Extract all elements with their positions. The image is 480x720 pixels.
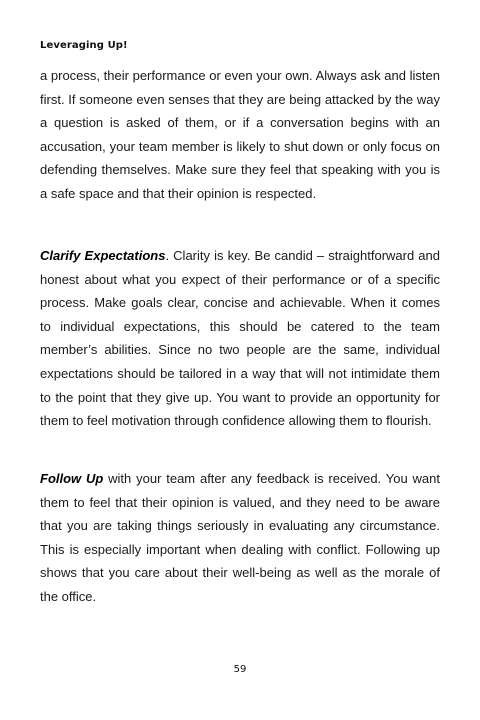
paragraph-lead-heading: Follow Up — [40, 471, 104, 486]
body-paragraph-1 — [40, 64, 440, 206]
body-paragraph-clarify-expectations — [40, 244, 440, 433]
body-paragraph-follow-up — [40, 467, 440, 609]
paragraph-text: a process, their performance or even your own. Always ask and listen first. If someone even senses that they are being attacked by the way a question is asked of them, or if a conversation begins with an accusation, your team member is likely to shut down or only focus on defending themselves. Make sure they feel that speaking with you is a safe space and that their opinion is respected. — [40, 68, 440, 201]
running-header: Leveraging Up! — [40, 40, 128, 51]
paragraph-text: . Clarity is key. Be candid – straightforward and honest about what you expect of their performance or of a specific process. Make goals clear, concise and achievable. When it comes to individual expectations, this should be catered to the team member’s abilities. Since no two people are the same, individual expectations should be tailored in a way that will not intimidate them to the point that they give up. You want to provide an opportunity for them to feel motivation through confidence allowing them to flourish. — [40, 248, 440, 429]
paragraph-lead-heading: Clarify Expectations — [40, 248, 166, 263]
page-number: 59 — [233, 664, 247, 675]
paragraph-text: with your team after any feedback is received. You want them to feel that their opinion is valued, and they need to be aware that you are taking things seriously in evaluating any circumstance. This is especially important when dealing with conflict. Following up shows that you care about their well-being as well as the morale of the office. — [40, 471, 440, 604]
